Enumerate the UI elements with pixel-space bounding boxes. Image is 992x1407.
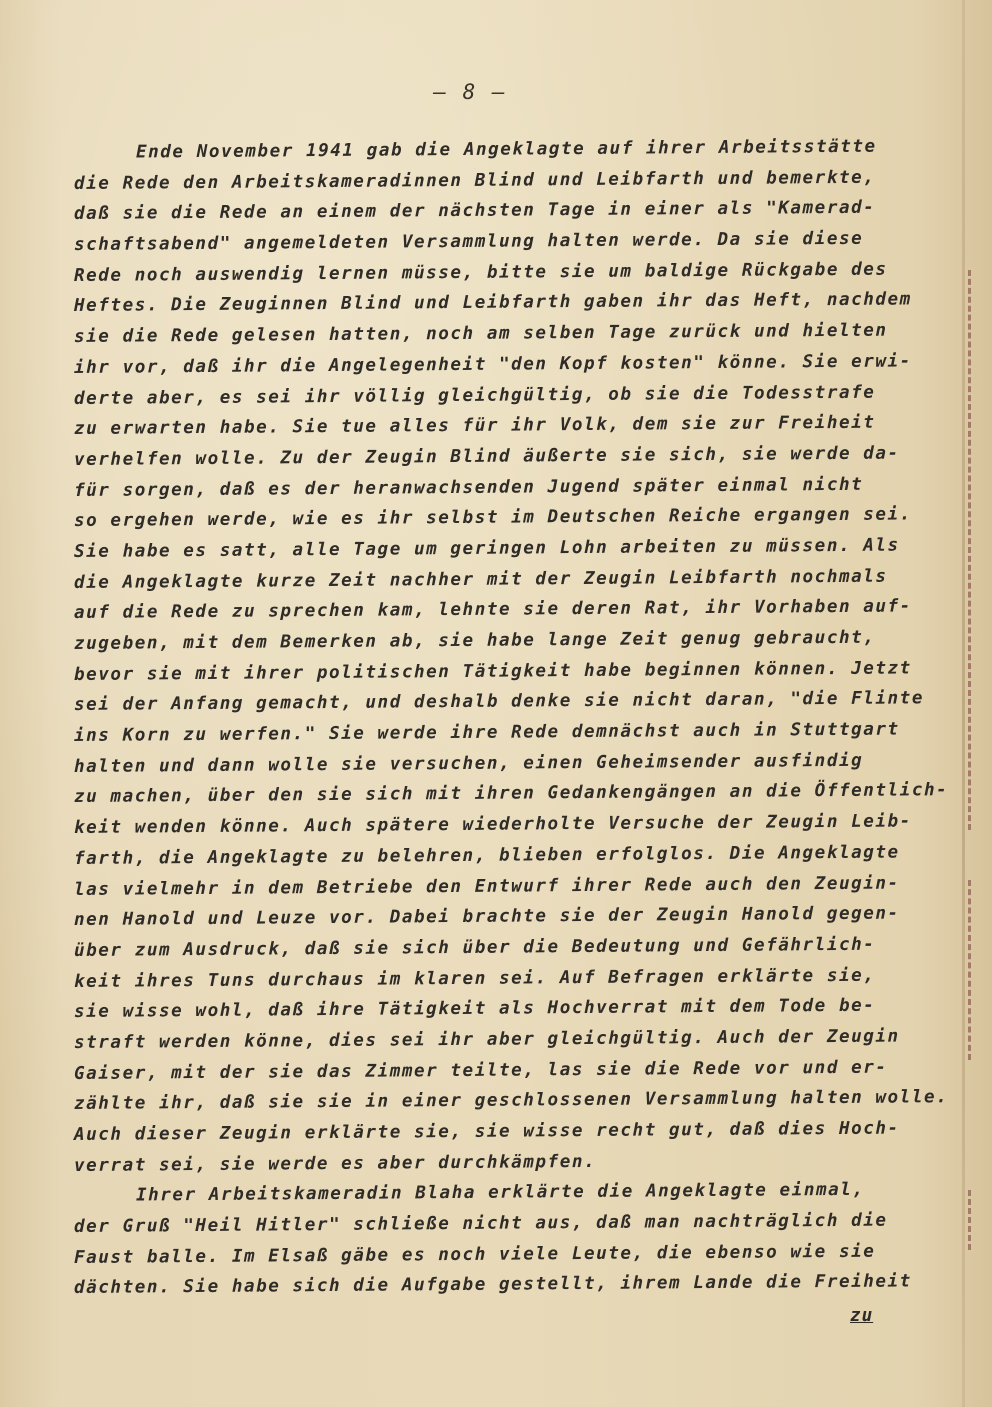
text-line: Rede noch auswendig lernen müsse, bitte sie um baldige Rückgabe des — [74, 259, 888, 286]
text-line: Sie habe es satt, alle Tage um geringen Lohn arbeiten zu müssen. Als — [74, 535, 900, 562]
text-line: verhelfen wolle. Zu der Zeugin Blind äußerte sie sich, sie werde da- — [74, 443, 900, 470]
text-line: sei der Anfang gemacht, und deshalb denke sie nicht daran, "die Flinte — [74, 688, 924, 716]
text-line: die Angeklagte kurze Zeit nachher mit der Zeugin Leibfarth nochmals — [74, 566, 888, 593]
text-line: für sorgen, daß es der heranwachsenden Jugend später einmal nicht — [74, 474, 864, 501]
text-line: halten und dann wolle sie versuchen, einen Geheimsender ausfindig — [74, 750, 864, 777]
text-line: las vielmehr in dem Betriebe den Entwurf ihrer Rede auch den Zeugin- — [74, 873, 900, 900]
binding-stitch — [968, 880, 992, 1060]
text-line: keit wenden könne. Auch spätere wiederholte Versuche der Zeugin Leib- — [74, 811, 912, 839]
body-text — [74, 131, 964, 1304]
text-line: nen Hanold und Leuze vor. Dabei brachte sie der Zeugin Hanold gegen- — [74, 903, 900, 931]
text-line: derte aber, es sei ihr völlig gleichgültig, ob sie die Todesstrafe — [74, 382, 876, 409]
text-line: ihr vor, daß ihr die Angelegenheit "den Kopf kosten" könne. Sie erwi- — [74, 351, 912, 378]
continuation-word: zu — [850, 1306, 874, 1326]
text-line: straft werden könne, dies sei ihr aber gleichgültig. Auch der Zeugin — [74, 1026, 900, 1053]
text-line: auf die Rede zu sprechen kam, lehnte sie deren Rat, ihr Vorhaben auf- — [74, 596, 912, 624]
text-line: Ende November 1941 gab die Angeklagte auf ihrer Arbeitsstätte — [136, 136, 877, 163]
text-line: die Rede den Arbeitskameradinnen Blind und Leibfarth und bemerkte, — [74, 167, 876, 194]
text-line: Heftes. Die Zeuginnen Blind und Leibfarth gaben ihr das Heft, nachdem — [74, 289, 912, 317]
text-line: zugeben, mit dem Bemerken ab, sie habe lange Zeit genug gebraucht, — [74, 627, 876, 654]
text-line: verrat sei, sie werde es aber durchkämpfen. — [74, 1151, 597, 1176]
text-line: zu machen, über den sie sich mit ihren Gedankengängen an die Öffentlich- — [74, 780, 949, 808]
text-line: Auch dieser Zeugin erklärte sie, sie wisse recht gut, daß dies Hoch- — [74, 1118, 900, 1145]
binding-stitch — [968, 1190, 992, 1250]
text-line: schaftsabend" angemeldeten Versammlung halten werde. Da sie diese — [74, 228, 864, 256]
text-line: der Gruß "Heil Hitler" schließe nicht aus, daß man nachträglich die — [74, 1210, 888, 1238]
text-line: Gaiser, mit der sie das Zimmer teilte, las sie die Rede vor und er- — [74, 1057, 888, 1084]
text-line: bevor sie mit ihrer politischen Tätigkeit habe beginnen können. Jetzt — [74, 658, 912, 685]
text-line: Faust balle. Im Elsaß gäbe es noch viele Leute, die ebenso wie sie — [74, 1241, 876, 1268]
text-line: zu erwarten habe. Sie tue alles für ihr Volk, dem sie zur Freiheit — [74, 412, 876, 440]
text-line: daß sie die Rede an einem der nächsten Tage in einer als "Kamerad- — [74, 198, 876, 225]
text-line: zählte ihr, daß sie sie in einer geschlossenen Versammlung halten wolle. — [74, 1087, 949, 1115]
text-line: über zum Ausdruck, daß sie sich über die Bedeutung und Gefährlich- — [74, 934, 876, 961]
text-line: so ergehen werde, wie es ihr selbst im Deutschen Reiche ergangen sei. — [74, 504, 912, 532]
text-line: Ihrer Arbeitskameradin Blaha erklärte die Angeklagte einmal, — [136, 1180, 865, 1206]
text-line: ins Korn zu werfen." Sie werde ihre Rede demnächst auch in Stuttgart — [74, 719, 900, 747]
text-line: dächten. Sie habe sich die Aufgabe gestellt, ihrem Lande die Freiheit — [74, 1271, 912, 1299]
text-line: farth, die Angeklagte zu belehren, blieben erfolglos. Die Angeklagte — [74, 842, 900, 869]
text-line: keit ihres Tuns durchaus im klaren sei. Auf Befragen erklärte sie, — [74, 965, 876, 992]
text-line: sie die Rede gelesen hatten, noch am selben Tage zurück und hielten — [74, 320, 888, 348]
binding-stitch — [968, 270, 992, 830]
text-line: sie wisse wohl, daß ihre Tätigkeit als Hochverrat mit dem Tode be- — [74, 995, 876, 1023]
page-number: – 8 – — [433, 80, 507, 104]
